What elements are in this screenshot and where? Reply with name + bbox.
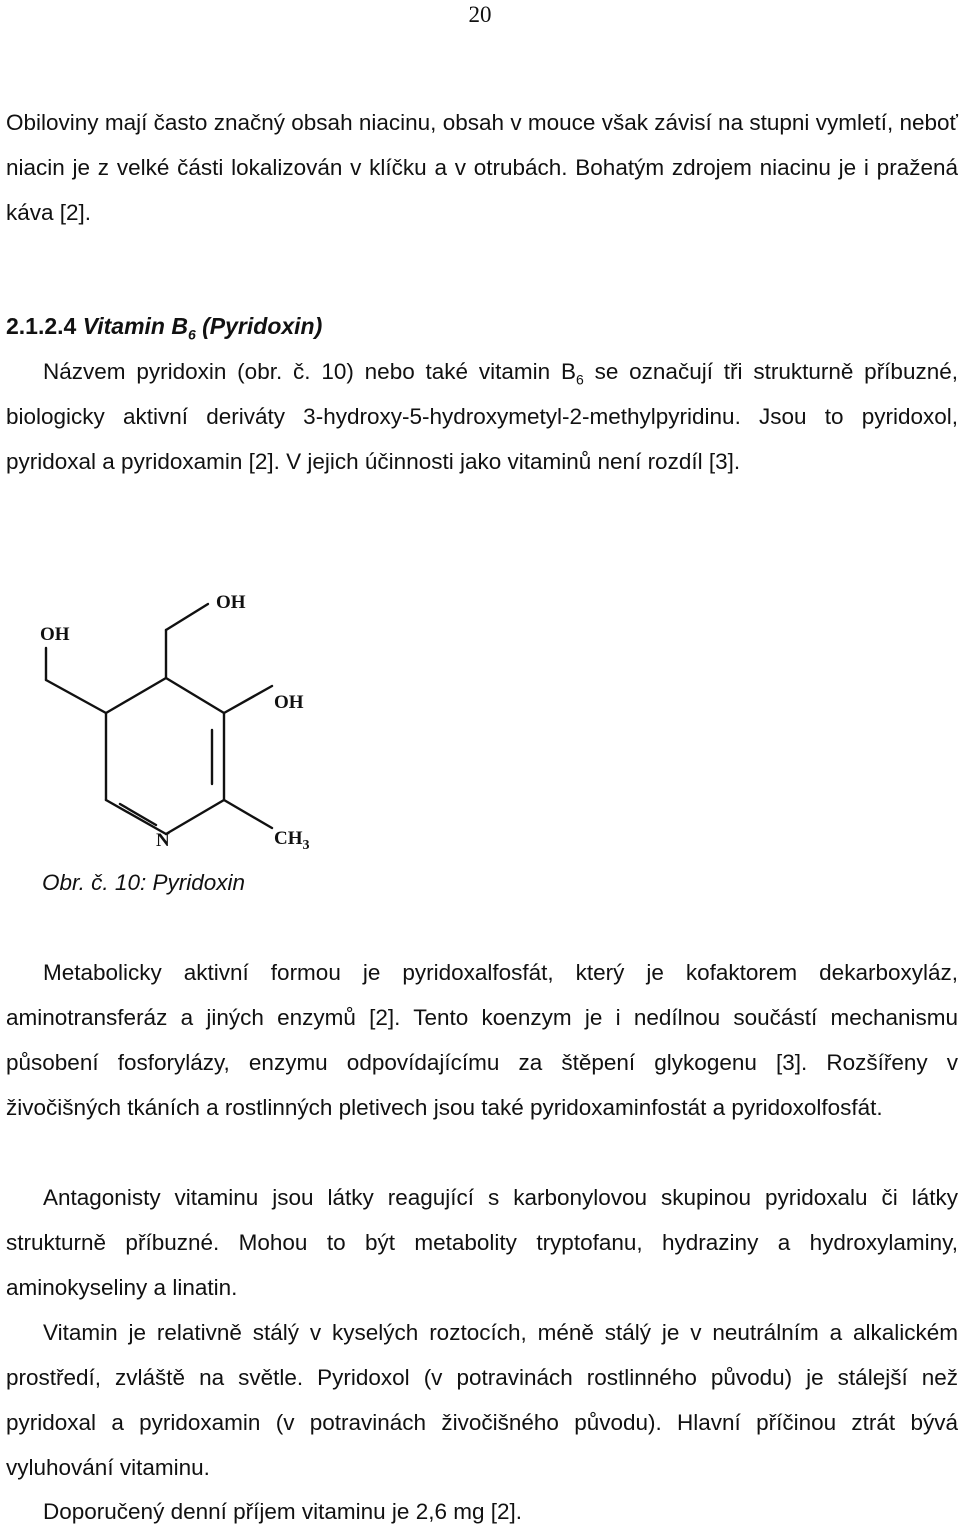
paragraph-daily-intake: Doporučený denní příjem vitaminu je 2,6 mg [2]. (43, 1499, 522, 1524)
paragraph-pyridoxin-intro: Názvem pyridoxin (obr. č. 10) nebo také vitamin $B_6$ se označují tři strukturně příbuzné, biologicky aktivní deriváty 3-hydroxy-5-hydroxymetyl-2-methylpyridinu. Jsou to pyridoxol, pyridoxal a pyridoxamin [2]. V jejich účinnosti jako vitaminů není rozdíl [3]. (6, 359, 958, 474)
ch3-label: $CH_3$ (274, 828, 310, 853)
paragraph-antagonists: Antagonisty vitaminu jsou látky reagující s karbonylovou skupinou pyridoxalu či látky strukturně příbuzné. Mohou to být metabolity tryptofanu, hydraziny a hydroxylaminy, aminokyseliny a linatin. (6, 1185, 958, 1300)
section-number: 2.1.2.4 (6, 313, 77, 339)
oh-top-label: OH (216, 592, 246, 613)
paragraph-niacin: Obiloviny mají často značný obsah niacinu, obsah v mouce však závisí na stupni vymletí, neboť niacin je z velké části lokalizován v klíčku a v otrubách. Bohatým zdrojem niacinu je i pražená káva [2]. (6, 110, 958, 225)
page-number: 20 (468, 2, 492, 27)
nitrogen-label: N (156, 830, 170, 851)
pyridoxin-structure (30, 582, 350, 857)
section-heading (6, 304, 322, 349)
paragraph-metabolism: Metabolicky aktivní formou je pyridoxalfosfát, který je kofaktorem dekarboxyláz, aminotransferáz a jiných enzymů [2]. Tento koenzym je i nedílnou součástí mechanismu působení fosforylázy, enzymu odpovídajícímu za štěpení glykogenu [3]. Rozšířeny v živočišných tkáních a rostlinných pletivech jsou také pyridoxaminfostát a pyridoxolfosfát. (6, 960, 958, 1120)
figure-caption: Obr. č. 10: Pyridoxin (42, 870, 245, 895)
section-title: Vitamin $B_6$ (Pyridoxin) (82, 313, 323, 343)
oh-left-label: OH (40, 624, 70, 645)
oh-right-label: OH (274, 692, 304, 713)
paragraph-stability: Vitamin je relativně stálý v kyselých roztocích, méně stálý je v neutrálním a alkalickém prostředí, zvláště na světle. Pyridoxol (v potravinách rostlinného původu) je stálejší než pyridoxal a pyridoxamin (v potravinách živočišného původu). Hlavní příčinou ztrát bývá vyluhování vitaminu. (6, 1320, 958, 1480)
